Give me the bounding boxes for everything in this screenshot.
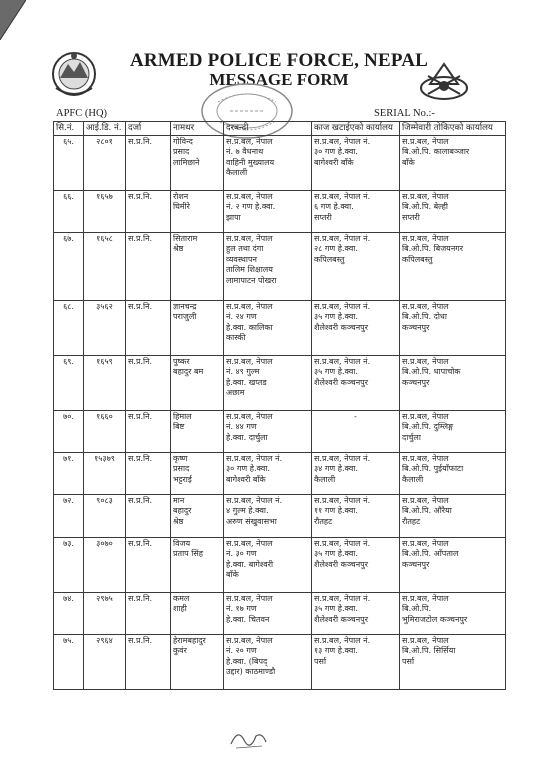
- row-id-number: ३०७०: [84, 537, 126, 592]
- row-assigned-office: स.प्र.बल, नेपाल बि.ओ.पि. दोधा कञ्चनपुर: [400, 300, 506, 355]
- column-header-deputation-office: काज खटाईएको कार्यालय: [312, 122, 400, 136]
- row-assigned-office: स.प्र.बल, नेपाल बि.ओ.पि. दुम्लिङ्ग दार्चुला: [400, 410, 506, 452]
- column-header-id: आई.डि. नं.: [84, 122, 126, 136]
- row-deputation-office: स.प्र.बल, नेपाल नं. ६ गण हे.क्वा. सप्तरी: [312, 190, 400, 232]
- row-current-unit: स.प्र.बल, नेपाल नं. ३० गण हे.क्वा. बागेश्वरी बाँके: [224, 452, 312, 494]
- row-id-number: १५३७९: [84, 452, 126, 494]
- row-name: रोशन घिमीरे: [171, 190, 224, 232]
- row-rank: स.प्र.नि.: [126, 410, 171, 452]
- row-serial: ६८.: [54, 300, 84, 355]
- column-header-name: नामथर: [171, 122, 224, 136]
- row-deputation-office: स.प्र.बल, नेपाल नं. १३ गण हे.क्वा. पर्सा: [312, 634, 400, 689]
- row-serial: ७३.: [54, 537, 84, 592]
- table-row: [54, 232, 506, 300]
- row-id-number: २९६४: [84, 634, 126, 689]
- row-serial: ६५.: [54, 135, 84, 190]
- row-deputation-office: स.प्र.बल, नेपाल नं. ३५ गण हे.क्वा. शैलेश्वरी कञ्चनपुर: [312, 592, 400, 634]
- row-rank: स.प्र.नि.: [126, 190, 171, 232]
- row-id-number: १६५८: [84, 232, 126, 300]
- row-name: हेरामबहादुर कुवंर: [171, 634, 224, 689]
- row-deputation-office: स.प्र.बल, नेपाल नं. २८ गण हे.क्वा. कपिलबस्तु: [312, 232, 400, 300]
- row-assigned-office: स.प्र.बल, नेपाल बि.ओ.पि. औरैया रौतहट: [400, 494, 506, 537]
- table-row: [54, 634, 506, 689]
- row-rank: स.प्र.नि.: [126, 592, 171, 634]
- row-rank: स.प्र.नि.: [126, 300, 171, 355]
- row-deputation-office: स.प्र.बल, नेपाल नं. ३५ गण हे.क्वा. शैलेश्वरी कञ्चनपुर: [312, 355, 400, 410]
- corner-fold-icon: [0, 0, 26, 40]
- row-name: कृष्ण प्रसाद भट्टराई: [171, 452, 224, 494]
- row-current-unit: स.प्र.बल, नेपाल नं. ४९ गुल्म हे.क्वा. खप्तड अछाम: [224, 355, 312, 410]
- row-name: हिमाल बिष्ट: [171, 410, 224, 452]
- row-serial: ७०.: [54, 410, 84, 452]
- row-rank: स.प्र.नि.: [126, 452, 171, 494]
- row-id-number: ३५६२: [84, 300, 126, 355]
- row-rank: स.प्र.नि.: [126, 537, 171, 592]
- row-rank: स.प्र.नि.: [126, 355, 171, 410]
- organization-title: ARMED POLICE FORCE, NEPAL: [129, 50, 429, 71]
- table-row: [54, 410, 506, 452]
- row-name: विजय प्रताप सिंह: [171, 537, 224, 592]
- row-id-number: १६५७: [84, 190, 126, 232]
- row-deputation-office: स.प्र.बल, नेपाल नं. ३४ गण हे.क्वा. कैलाली: [312, 452, 400, 494]
- row-serial: ६७.: [54, 232, 84, 300]
- serial-label: SERIAL No.:-: [374, 108, 435, 119]
- row-name: कमल शाही: [171, 592, 224, 634]
- row-assigned-office: स.प्र.बल, नेपाल बि.ओ.पि. भुमिराजटोल कञ्चनपुर: [400, 592, 506, 634]
- row-current-unit: स.प्र.बल, नेपाल नं. ३० गण हे.क्वा. बागेश्वरी बाँके: [224, 537, 312, 592]
- row-serial: ७१.: [54, 452, 84, 494]
- row-id-number: १६५९: [84, 355, 126, 410]
- row-current-unit: स.प्र.बल, नेपाल हुल तथा दंगा व्यवस्थापन तालिम शिक्षालय लामापाटन पोखरा: [224, 232, 312, 300]
- row-serial: ६९.: [54, 355, 84, 410]
- department-code: APFC (HQ): [56, 108, 108, 119]
- column-header-rank: दर्जा: [126, 122, 171, 136]
- row-assigned-office: स.प्र.बल, नेपाल बि.ओ.पि. आँपताल कञ्चनपुर: [400, 537, 506, 592]
- row-deputation-office: स.प्र.बल, नेपाल नं. ३० गण हे.क्वा. बागेश्वरी बाँके: [312, 135, 400, 190]
- row-serial: ७४.: [54, 592, 84, 634]
- row-deputation-office: स.प्र.बल, नेपाल नं. ३५ गण हे.क्वा. शैलेश्वरी कञ्चनपुर: [312, 537, 400, 592]
- row-assigned-office: स.प्र.बल, नेपाल बि.ओ.पि. बिजयनगर कपिलबस्तु: [400, 232, 506, 300]
- row-assigned-office: स.प्र.बल, नेपाल बि.ओ.पि. बेल्ही सप्तरी: [400, 190, 506, 232]
- table-row: [54, 135, 506, 190]
- row-assigned-office: स.प्र.बल, नेपाल बि.ओ.पि. सिर्सिया पर्सा: [400, 634, 506, 689]
- row-rank: स.प्र.नि.: [126, 634, 171, 689]
- row-current-unit: स.प्र.बल, नेपाल नं. २० गण हे.क्वा. (बिपद् उद्दार) काठमाण्डौ: [224, 634, 312, 689]
- table-row: [54, 592, 506, 634]
- row-assigned-office: स.प्र.बल, नेपाल बि.ओ.पि. धापाचोक कञ्चनपुर: [400, 355, 506, 410]
- row-rank: स.प्र.नि.: [126, 135, 171, 190]
- table-row: [54, 452, 506, 494]
- row-name: सिताराम श्रेष्ठ: [171, 232, 224, 300]
- row-rank: स.प्र.नि.: [126, 232, 171, 300]
- table-row: [54, 537, 506, 592]
- row-current-unit: स.प्र.बल, नेपाल नं. ७ वैधनाथ वाहिनी मुख्यालय कैलाली: [224, 135, 312, 190]
- row-serial: ७२.: [54, 494, 84, 537]
- signature-icon: [228, 722, 270, 752]
- row-current-unit: स.प्र.बल, नेपाल नं. २ गण हे.क्वा. झापा: [224, 190, 312, 232]
- row-id-number: २८०१: [84, 135, 126, 190]
- assignment-table: [53, 121, 506, 690]
- row-name: पुष्कर बहादुर बम: [171, 355, 224, 410]
- row-id-number: १६६०: [84, 410, 126, 452]
- row-serial: ७५.: [54, 634, 84, 689]
- row-deputation-office: स.प्र.बल, नेपाल नं. ३५ गण हे.क्वा. शैलेश्वरी कञ्चनपुर: [312, 300, 400, 355]
- table-row: [54, 355, 506, 410]
- column-header-serial: सि.नं.: [54, 122, 84, 136]
- row-rank: स.प्र.नि.: [126, 494, 171, 537]
- row-current-unit: स.प्र.बल, नेपाल नं. २४ गण हे.क्वा. कालिका कास्की: [224, 300, 312, 355]
- row-name: गोविन्द प्रसाद लामिछाने: [171, 135, 224, 190]
- row-name: ज्ञानचन्द्र पराजुली: [171, 300, 224, 355]
- row-id-number: २९७५: [84, 592, 126, 634]
- row-deputation-office: -: [312, 410, 400, 452]
- row-serial: ६६.: [54, 190, 84, 232]
- table-header-row: [54, 122, 506, 136]
- row-name: मान बहादुर श्रेष्ठ: [171, 494, 224, 537]
- row-deputation-office: स.प्र.बल, नेपाल नं. ११ गण हे.क्वा. रौतहट: [312, 494, 400, 537]
- row-current-unit: स.प्र.बल, नेपाल नं. १७ गण हे.क्वा. चितवन: [224, 592, 312, 634]
- form-title: MESSAGE FORM: [209, 70, 349, 89]
- row-assigned-office: स.प्र.बल, नेपाल बि.ओ.पि. कालाबञ्जार बाँके: [400, 135, 506, 190]
- column-header-current-unit: दरबन्दी: [224, 122, 312, 136]
- table-row: [54, 494, 506, 537]
- table-row: [54, 190, 506, 232]
- table-row: [54, 300, 506, 355]
- row-current-unit: स.प्र.बल, नेपाल नं. ४ गुल्म हे.क्वा. अरुण संखुवासभा: [224, 494, 312, 537]
- row-id-number: ९०८३: [84, 494, 126, 537]
- row-assigned-office: स.प्र.बल, नेपाल बि.ओ.पि. पुईयाँफाटा कैलाली: [400, 452, 506, 494]
- column-header-assigned-office: जिम्मेवारी तोकिएको कार्यालय: [400, 122, 506, 136]
- row-current-unit: स.प्र.बल, नेपाल नं. ४४ गण हे.क्वा. दार्चुला: [224, 410, 312, 452]
- table-body: [54, 135, 506, 689]
